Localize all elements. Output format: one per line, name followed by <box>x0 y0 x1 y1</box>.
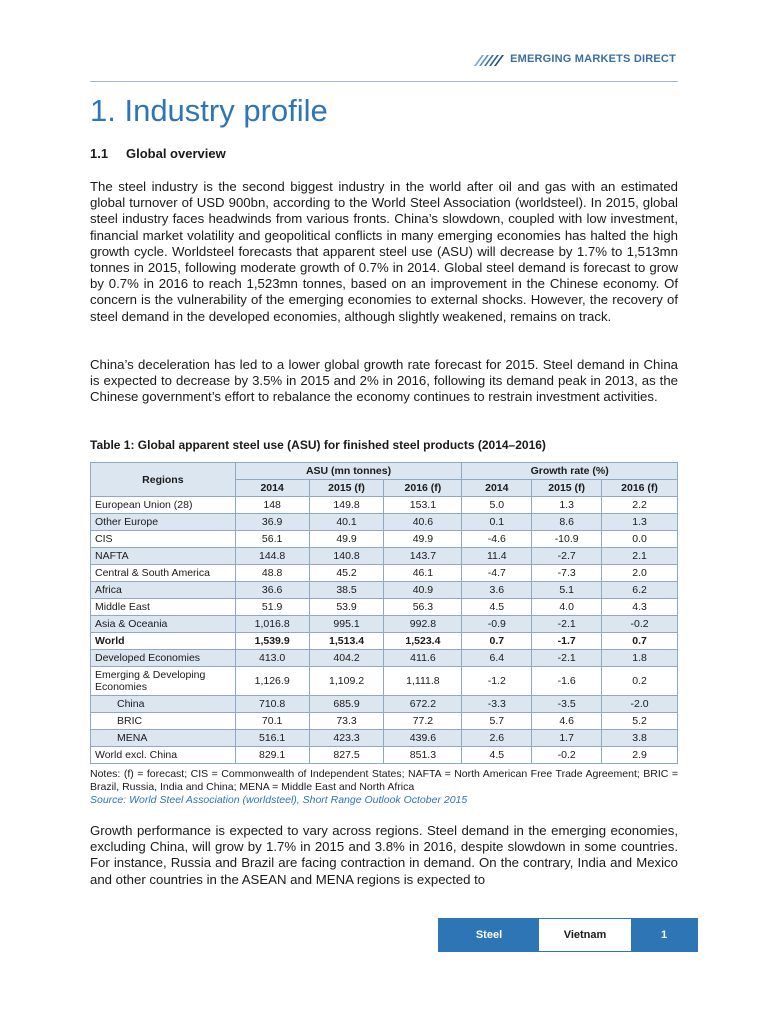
header-year: 2014 <box>235 480 309 497</box>
value-cell: 685.9 <box>309 696 384 713</box>
value-cell: -2.7 <box>532 548 602 565</box>
value-cell: -10.9 <box>532 531 602 548</box>
value-cell: 77.2 <box>384 713 462 730</box>
value-cell: 3.8 <box>602 730 678 747</box>
value-cell: 992.8 <box>384 616 462 633</box>
header-year: 2015 (f) <box>309 480 384 497</box>
paragraph-china-deceleration: China’s deceleration has led to a lower global growth rate forecast for 2015. Steel demand in China is expected to decrease by 3.5% in 2015 and 2% in 2016, following its demand peak in 2013, as the Chinese government’s effort to rebalance the economy continues to restrain investment activities. <box>90 357 678 405</box>
value-cell: 1,523.4 <box>384 633 462 650</box>
page-title: 1. Industry profile <box>90 93 328 128</box>
header-divider <box>90 81 678 82</box>
region-cell: Middle East <box>91 599 236 616</box>
value-cell: 851.3 <box>384 747 462 764</box>
value-cell: 143.7 <box>384 548 462 565</box>
table-notes: Notes: (f) = forecast; CIS = Commonwealth of Independent States; NAFTA = North American Free Trade Agreement; BRIC = Brazil, Russia, India and China; MENA = Middle East and North Africa <box>90 768 678 793</box>
value-cell: 0.7 <box>462 633 532 650</box>
value-cell: 40.6 <box>384 514 462 531</box>
value-cell: 672.2 <box>384 696 462 713</box>
value-cell: 4.5 <box>462 747 532 764</box>
value-cell: 2.0 <box>602 565 678 582</box>
value-cell: -3.5 <box>532 696 602 713</box>
value-cell: 38.5 <box>309 582 384 599</box>
table-row <box>91 747 678 764</box>
table-row <box>91 582 678 599</box>
value-cell: 140.8 <box>309 548 384 565</box>
value-cell: -1.2 <box>462 667 532 696</box>
value-cell: -4.7 <box>462 565 532 582</box>
value-cell: 56.1 <box>235 531 309 548</box>
header-asu: ASU (mn tonnes) <box>235 463 462 480</box>
value-cell: 829.1 <box>235 747 309 764</box>
value-cell: 6.2 <box>602 582 678 599</box>
value-cell: 4.5 <box>462 599 532 616</box>
value-cell: 49.9 <box>309 531 384 548</box>
value-cell: 2.6 <box>462 730 532 747</box>
value-cell: -2.1 <box>532 650 602 667</box>
footer-page-number: 1 <box>631 919 697 951</box>
region-cell: CIS <box>91 531 236 548</box>
header-year: 2015 (f) <box>532 480 602 497</box>
logo-mark-icon <box>474 52 504 66</box>
logo-text: EMERGING MARKETS DIRECT <box>510 53 676 65</box>
value-cell: 8.6 <box>532 514 602 531</box>
region-cell: MENA <box>91 730 236 747</box>
footer-sector: Steel <box>439 919 539 951</box>
value-cell: 516.1 <box>235 730 309 747</box>
value-cell: 5.0 <box>462 497 532 514</box>
value-cell: 148 <box>235 497 309 514</box>
value-cell: -0.9 <box>462 616 532 633</box>
table-row <box>91 565 678 582</box>
section-heading <box>90 146 226 161</box>
value-cell: 1,126.9 <box>235 667 309 696</box>
value-cell: 0.0 <box>602 531 678 548</box>
paragraph-growth-performance: Growth performance is expected to vary across regions. Steel demand in the emerging economies, excluding China, will grow by 1.7% in 2015 and 3.8% in 2016, despite slowdown in some countries. For instance, Russia and Brazil are facing contraction in demand. On the contrary, India and Mexico and other countries in the ASEAN and MENA regions is expected to <box>90 823 678 887</box>
value-cell: 40.1 <box>309 514 384 531</box>
value-cell: 423.3 <box>309 730 384 747</box>
footer-country: Vietnam <box>539 919 631 951</box>
table-row <box>91 497 678 514</box>
value-cell: 0.7 <box>602 633 678 650</box>
value-cell: 11.4 <box>462 548 532 565</box>
value-cell: 4.0 <box>532 599 602 616</box>
table-row <box>91 730 678 747</box>
value-cell: 36.6 <box>235 582 309 599</box>
value-cell: 51.9 <box>235 599 309 616</box>
region-cell: NAFTA <box>91 548 236 565</box>
value-cell: 413.0 <box>235 650 309 667</box>
region-cell: World <box>91 633 236 650</box>
value-cell: 1,109.2 <box>309 667 384 696</box>
table-row <box>91 616 678 633</box>
table-row <box>91 531 678 548</box>
value-cell: 411.6 <box>384 650 462 667</box>
region-cell: Other Europe <box>91 514 236 531</box>
value-cell: -2.0 <box>602 696 678 713</box>
value-cell: -1.6 <box>532 667 602 696</box>
paragraph-global-overview: The steel industry is the second biggest industry in the world after oil and gas with an estimated global turnover of USD 900bn, according to the World Steel Association (worldsteel). In 2015, global steel industry faces headwinds from various fronts. China’s slowdown, coupled with low investment, financial market volatility and geopolitical conflicts in many emerging economies has halted the high growth cycle. Worldsteel forecasts that apparent steel use (ASU) will decrease by 1.7% to 1,513mn tonnes in 2015, following moderate growth of 0.7% in 2014. Global steel demand is forecast to grow by 0.7% in 2016 to reach 1,523mn tonnes, based on an improvement in the Chinese economy. Of concern is the vulnerability of the emerging economies to external shocks. However, the recovery of steel demand in the developed economies, although slightly weakened, remains on track. <box>90 179 678 324</box>
asu-table-body <box>91 497 678 764</box>
value-cell: 827.5 <box>309 747 384 764</box>
region-cell: Asia & Oceania <box>91 616 236 633</box>
value-cell: 56.3 <box>384 599 462 616</box>
table-row <box>91 650 678 667</box>
asu-table <box>90 462 678 764</box>
header-year: 2014 <box>462 480 532 497</box>
value-cell: 144.8 <box>235 548 309 565</box>
region-cell: World excl. China <box>91 747 236 764</box>
value-cell: 1,539.9 <box>235 633 309 650</box>
value-cell: 5.7 <box>462 713 532 730</box>
value-cell: 3.6 <box>462 582 532 599</box>
header-growth-rate: Growth rate (%) <box>462 463 678 480</box>
value-cell: -4.6 <box>462 531 532 548</box>
table-source: Source: World Steel Association (worldsteel), Short Range Outlook October 2015 <box>90 794 468 806</box>
value-cell: 73.3 <box>309 713 384 730</box>
table-row <box>91 633 678 650</box>
value-cell: 46.1 <box>384 565 462 582</box>
value-cell: 2.1 <box>602 548 678 565</box>
footer-bar <box>438 918 698 952</box>
value-cell: 1,111.8 <box>384 667 462 696</box>
table-row <box>91 599 678 616</box>
region-cell: European Union (28) <box>91 497 236 514</box>
value-cell: 149.8 <box>309 497 384 514</box>
value-cell: 153.1 <box>384 497 462 514</box>
region-cell: Developed Economies <box>91 650 236 667</box>
value-cell: 1,016.8 <box>235 616 309 633</box>
region-cell: Emerging & Developing Economies <box>91 667 236 696</box>
region-cell: Africa <box>91 582 236 599</box>
logo <box>474 52 676 66</box>
value-cell: 0.1 <box>462 514 532 531</box>
value-cell: -3.3 <box>462 696 532 713</box>
header-year: 2016 (f) <box>384 480 462 497</box>
value-cell: 439.6 <box>384 730 462 747</box>
value-cell: 4.6 <box>532 713 602 730</box>
value-cell: -1.7 <box>532 633 602 650</box>
value-cell: 1.3 <box>602 514 678 531</box>
header-year: 2016 (f) <box>602 480 678 497</box>
table-caption: Table 1: Global apparent steel use (ASU) for finished steel products (2014–2016) <box>90 438 546 452</box>
table-row <box>91 548 678 565</box>
value-cell: -7.3 <box>532 565 602 582</box>
value-cell: 1.3 <box>532 497 602 514</box>
table-row <box>91 713 678 730</box>
header-regions: Regions <box>91 463 236 497</box>
value-cell: 710.8 <box>235 696 309 713</box>
table-row <box>91 667 678 696</box>
region-cell: China <box>91 696 236 713</box>
section-number: 1.1 <box>90 146 109 161</box>
value-cell: 0.2 <box>602 667 678 696</box>
value-cell: 49.9 <box>384 531 462 548</box>
section-title: Global overview <box>126 146 226 161</box>
region-cell: BRIC <box>91 713 236 730</box>
value-cell: 2.9 <box>602 747 678 764</box>
region-cell: Central & South America <box>91 565 236 582</box>
value-cell: 1.8 <box>602 650 678 667</box>
value-cell: -2.1 <box>532 616 602 633</box>
value-cell: 70.1 <box>235 713 309 730</box>
value-cell: 6.4 <box>462 650 532 667</box>
value-cell: 48.8 <box>235 565 309 582</box>
table-row <box>91 696 678 713</box>
value-cell: 404.2 <box>309 650 384 667</box>
value-cell: 45.2 <box>309 565 384 582</box>
value-cell: 5.1 <box>532 582 602 599</box>
value-cell: -0.2 <box>532 747 602 764</box>
value-cell: 995.1 <box>309 616 384 633</box>
value-cell: 2.2 <box>602 497 678 514</box>
value-cell: -0.2 <box>602 616 678 633</box>
value-cell: 40.9 <box>384 582 462 599</box>
value-cell: 36.9 <box>235 514 309 531</box>
value-cell: 4.3 <box>602 599 678 616</box>
value-cell: 1,513.4 <box>309 633 384 650</box>
value-cell: 53.9 <box>309 599 384 616</box>
value-cell: 5.2 <box>602 713 678 730</box>
value-cell: 1.7 <box>532 730 602 747</box>
table-row <box>91 514 678 531</box>
